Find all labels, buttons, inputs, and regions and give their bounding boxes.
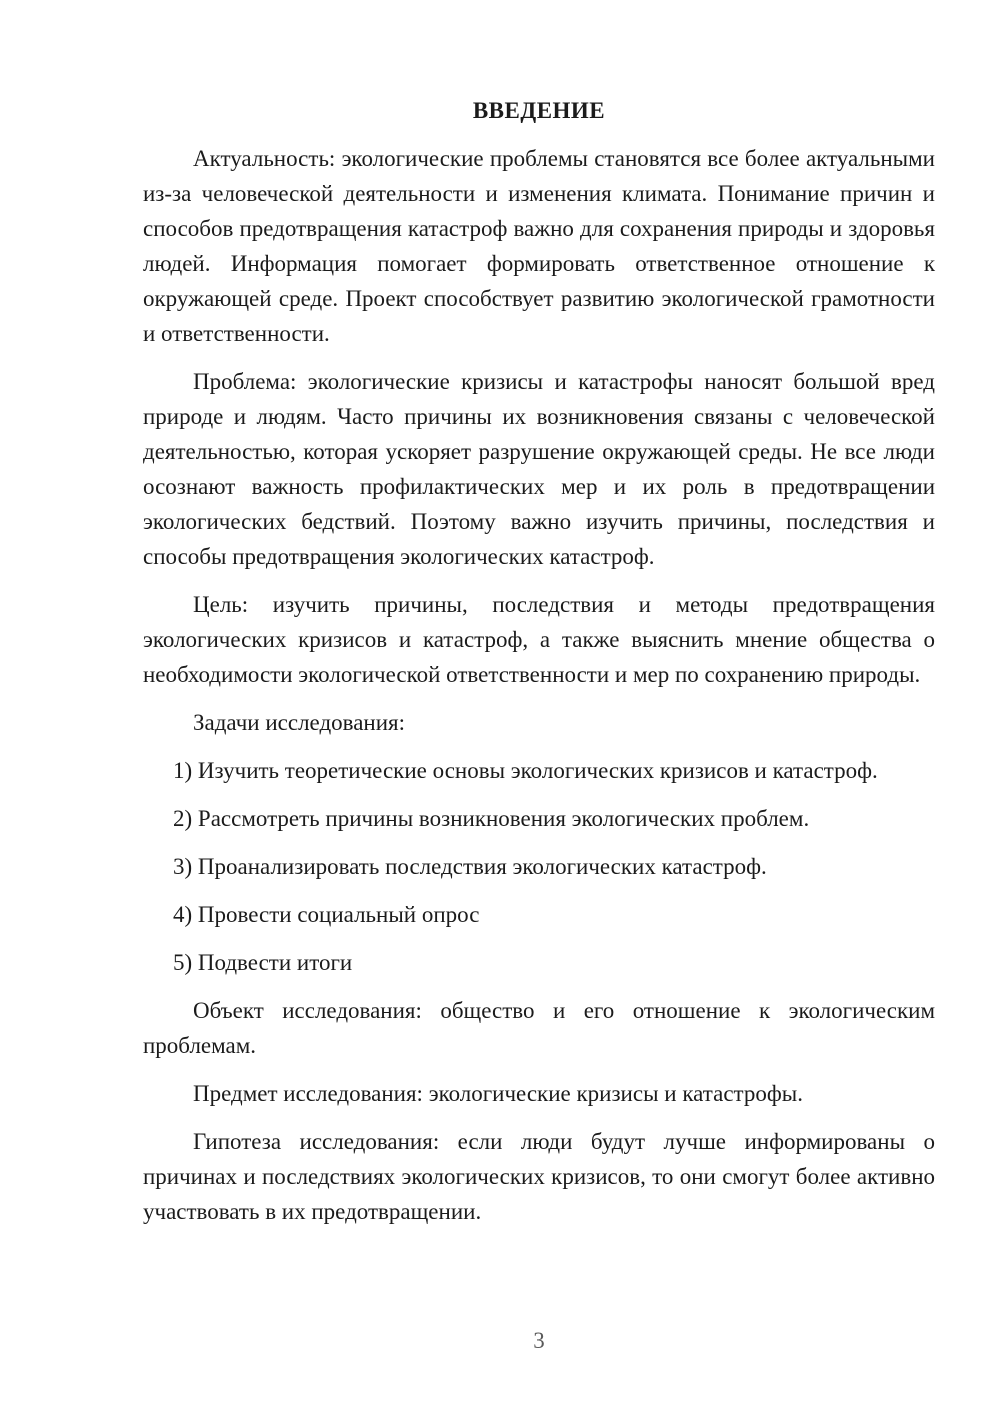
paragraph-hypothesis: Гипотеза исследования: если люди будут лучше информированы о причинах и последствиях экологических кризисов, то они смогут более активно участвовать в их предотвращении. <box>143 1129 935 1224</box>
task-item-5: 5) Подвести итоги <box>173 950 353 975</box>
paragraph-problem: Проблема: экологические кризисы и катастрофы наносят большой вред природе и людям. Часто причины их возникновения связаны с человеческой деятельностью, которая ускоряет разрушение окружающей среды. Не все люди осознают важность профилактических мер и их роль в предотвращении экологических бедствий. Поэтому важно изучить причины, последствия и способы предотвращения экологических катастроф. <box>143 369 935 569</box>
task-item-4: 4) Провести социальный опрос <box>173 902 480 927</box>
paragraph-object: Объект исследования: общество и его отношение к экологическим проблемам. <box>143 998 935 1058</box>
page-title: ВВЕДЕНИЕ <box>472 98 606 123</box>
task-item-2: 2) Рассмотреть причины возникновения экологических проблем. <box>173 806 810 831</box>
task-item-1: 1) Изучить теоретические основы экологических кризисов и катастроф. <box>173 758 878 783</box>
task-item-3: 3) Проанализировать последствия экологических катастроф. <box>173 854 767 879</box>
paragraph-goal: Цель: изучить причины, последствия и методы предотвращения экологических кризисов и катастроф, а также выяснить мнение общества о необходимости экологической ответственности и мер по сохранению природы. <box>143 592 935 687</box>
paragraph-subject: Предмет исследования: экологические кризисы и катастрофы. <box>193 1081 803 1106</box>
page-number: 3 <box>533 1328 545 1353</box>
tasks-heading: Задачи исследования: <box>193 710 406 735</box>
paragraph-relevance: Актуальность: экологические проблемы становятся все более актуальными из-за человеческой деятельности и изменения климата. Понимание причин и способов предотвращения катастроф важно для сохранения природы и здоровья людей. Информация помогает формировать ответственное отношение к окружающей среде. Проект способствует развитию экологической грамотности и ответственности. <box>143 146 935 346</box>
